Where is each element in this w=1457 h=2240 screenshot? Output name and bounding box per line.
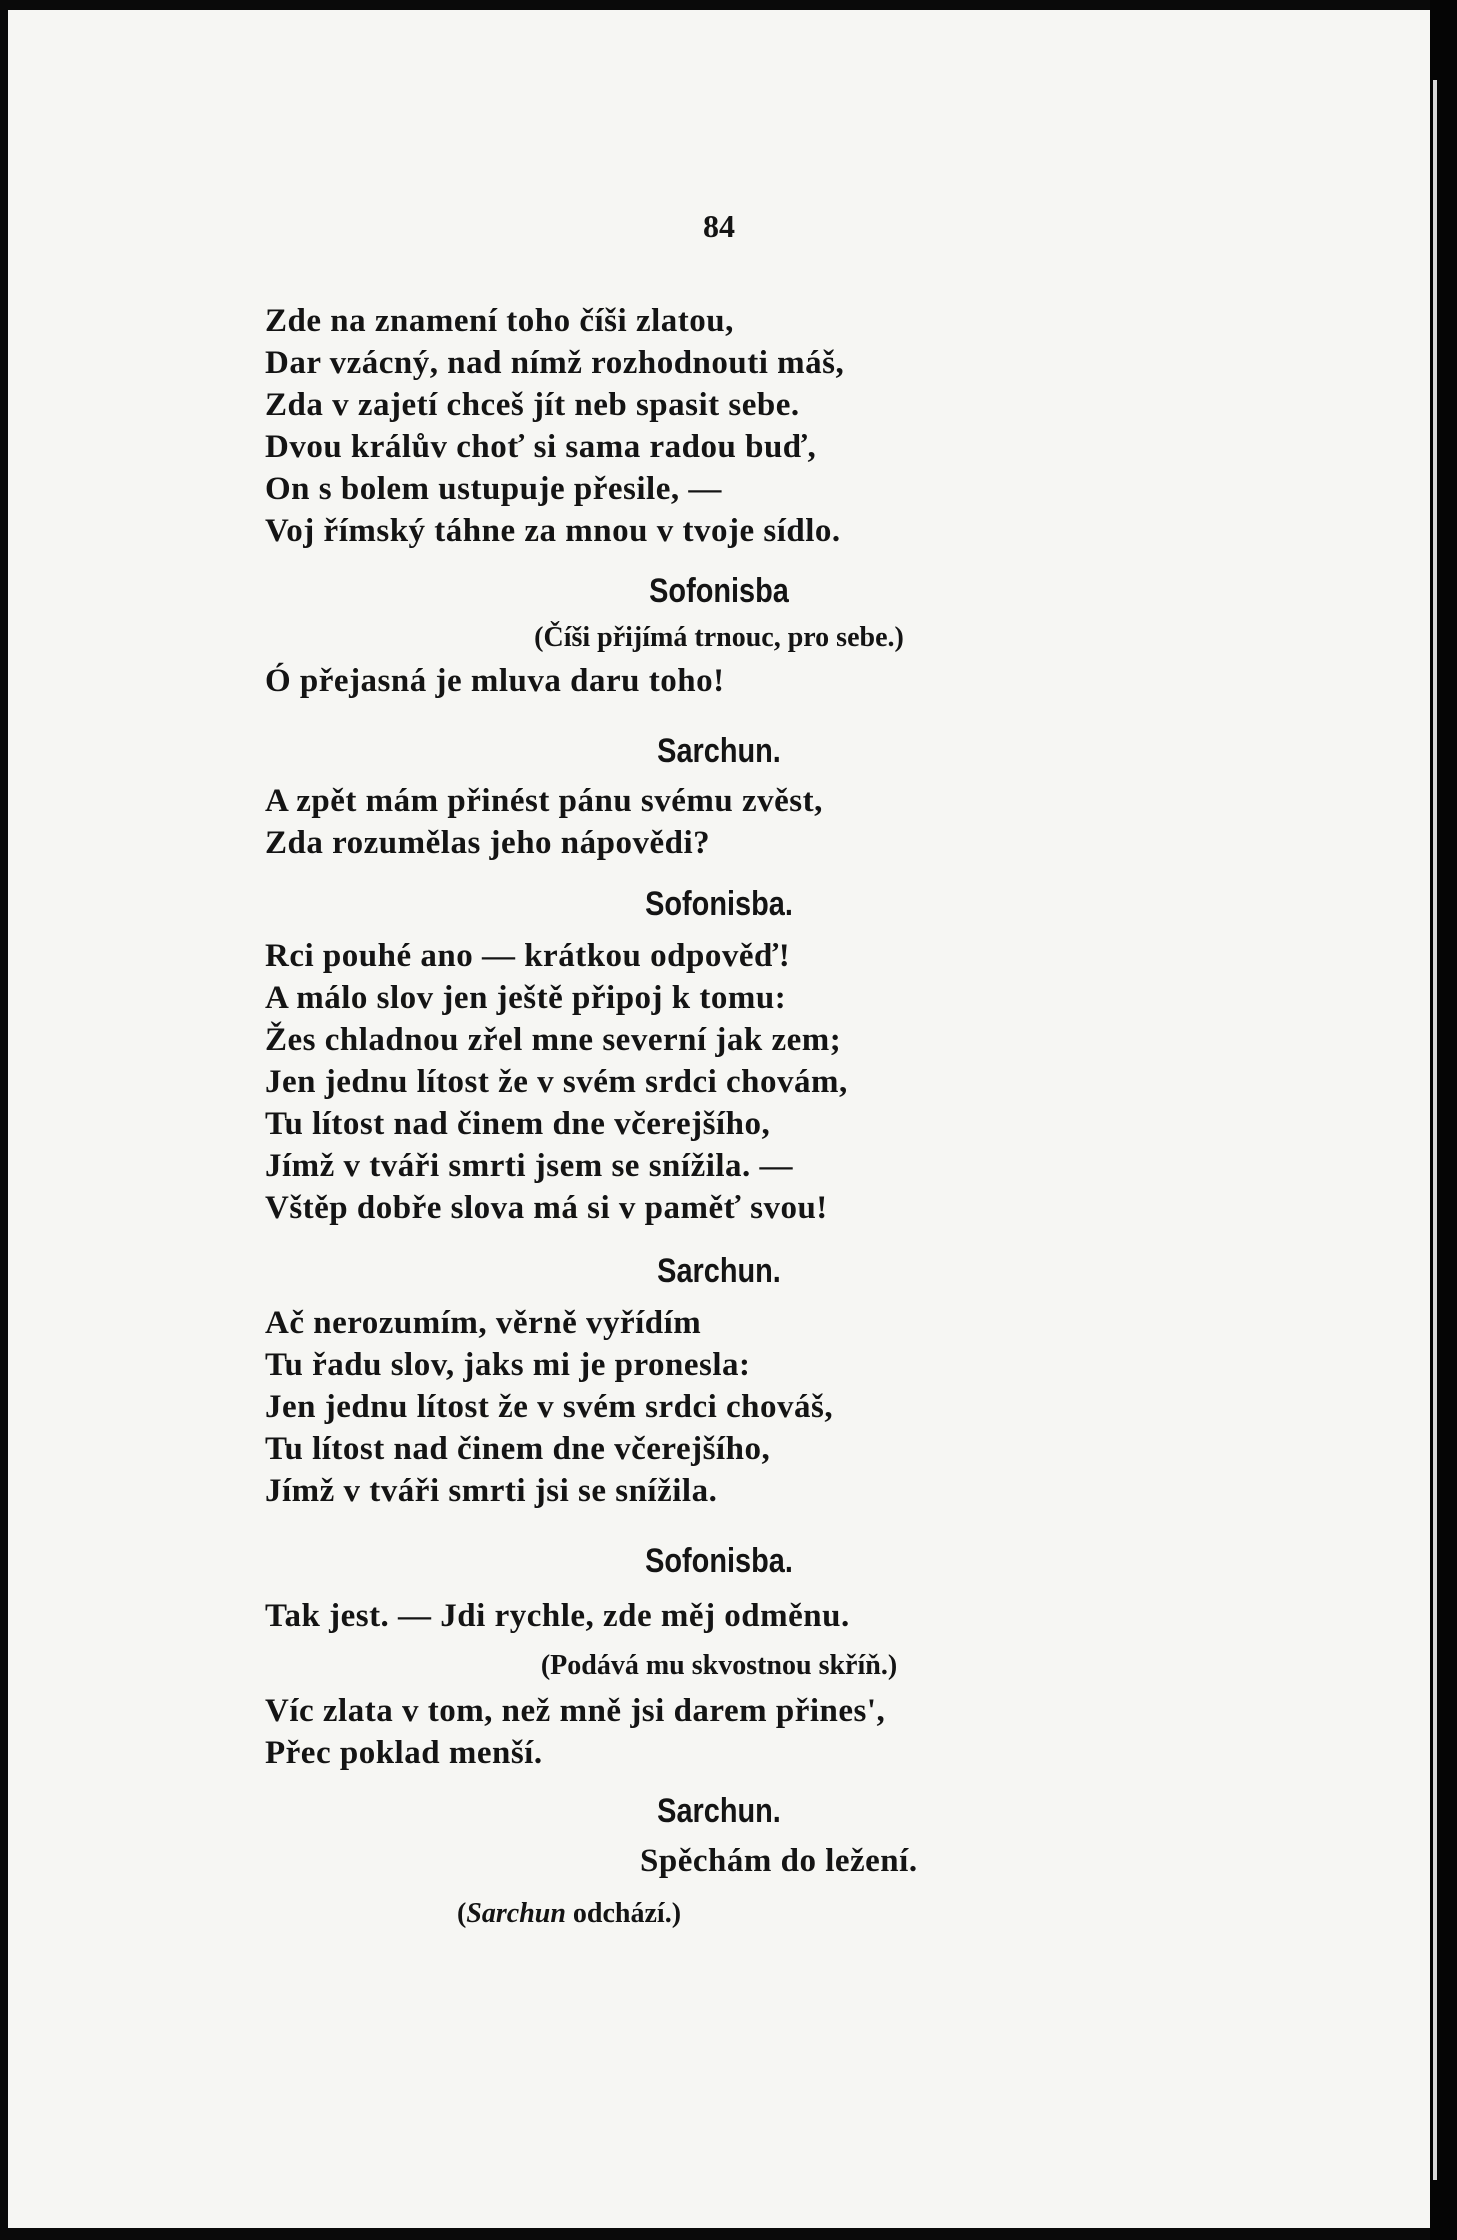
page-number: 84: [703, 208, 735, 244]
verse-line: Voj římský táhne za mnou v tvoje sídlo.: [265, 513, 841, 549]
verse-line: Spěchám do ležení.: [640, 1843, 918, 1879]
stage-exit-text: odchází.): [572, 1898, 682, 1929]
verse-line: Jen jednu lítost že v svém srdci chováš,: [265, 1389, 834, 1425]
stage-direction: (Číši přijímá trnouc, pro sebe.): [534, 622, 904, 653]
verse-line: Jen jednu lítost že v svém srdci chovám,: [265, 1064, 848, 1100]
verse-block: [265, 780, 1265, 864]
speaker-name: Sarchun.: [657, 732, 781, 770]
speaker-name: Sofonisba: [649, 572, 789, 610]
verse-line: Zda v zajetí chceš jít neb spasit sebe.: [265, 387, 800, 423]
stage-direction: (Podává mu skvostnou skříň.): [540, 1650, 898, 1681]
verse-block: [265, 1690, 1265, 1774]
book-page: [8, 10, 1430, 2228]
binding-edge-line: [1433, 80, 1437, 2180]
verse-line: Tu lítost nad činem dne včerejšího,: [265, 1106, 771, 1142]
verse-line: Tu lítost nad činem dne včerejšího,: [265, 1431, 771, 1467]
verse-line: A málo slov jen ještě připoj k tomu:: [265, 980, 787, 1016]
verse-line: Dar vzácný, nad nímž rozhodnouti máš,: [265, 345, 845, 381]
verse-line: Rci pouhé ano — krátkou odpověď!: [265, 938, 791, 974]
verse-line: Tak jest. — Jdi rychle, zde měj odměnu.: [265, 1598, 850, 1634]
verse-block: [265, 660, 1265, 702]
verse-line: Jímž v tváři smrti jsi se snížila.: [265, 1473, 718, 1509]
verse-line: Ač nerozumím, věrně vyřídím: [265, 1305, 702, 1341]
verse-line: Zde na znamení toho číši zlatou,: [265, 303, 734, 339]
verse-block: [265, 300, 1265, 552]
speaker-name: Sarchun.: [657, 1252, 781, 1290]
speaker-name: Sarchun.: [657, 1792, 781, 1830]
stage-direction-exit: (Sarchun odchází.): [456, 1898, 682, 1929]
verse-line: Zda rozumělas jeho nápovědi?: [265, 825, 711, 861]
verse-line: Vštěp dobře slova má si v paměť svou!: [265, 1190, 828, 1226]
verse-block: [265, 1595, 1265, 1637]
verse-line: Ó přejasná je mluva daru toho!: [265, 663, 725, 699]
verse-line: Přec poklad menší.: [265, 1735, 543, 1771]
book-binding-edge: [1430, 0, 1457, 2240]
speaker-name: Sofonisba.: [645, 1542, 793, 1580]
verse-line: Dvou králův choť si sama radou buď,: [265, 429, 817, 465]
verse-block: [265, 1302, 1265, 1512]
verse-block: [265, 1840, 1265, 1882]
speaker-name: Sofonisba.: [645, 885, 793, 923]
verse-line: Tu řadu slov, jaks mi je pronesla:: [265, 1347, 751, 1383]
stage-character-name: Sarchun: [466, 1898, 566, 1929]
verse-line: Jímž v tváři smrti jsem se snížila. —: [265, 1148, 794, 1184]
verse-line: On s bolem ustupuje přesile, —: [265, 471, 722, 507]
verse-line: Žes chladnou zřel mne severní jak zem;: [265, 1022, 842, 1058]
verse-block: [265, 935, 1265, 1229]
verse-line: Víc zlata v tom, než mně jsi darem přines',: [265, 1693, 886, 1729]
verse-line: A zpět mám přinést pánu svému zvěst,: [265, 783, 823, 819]
